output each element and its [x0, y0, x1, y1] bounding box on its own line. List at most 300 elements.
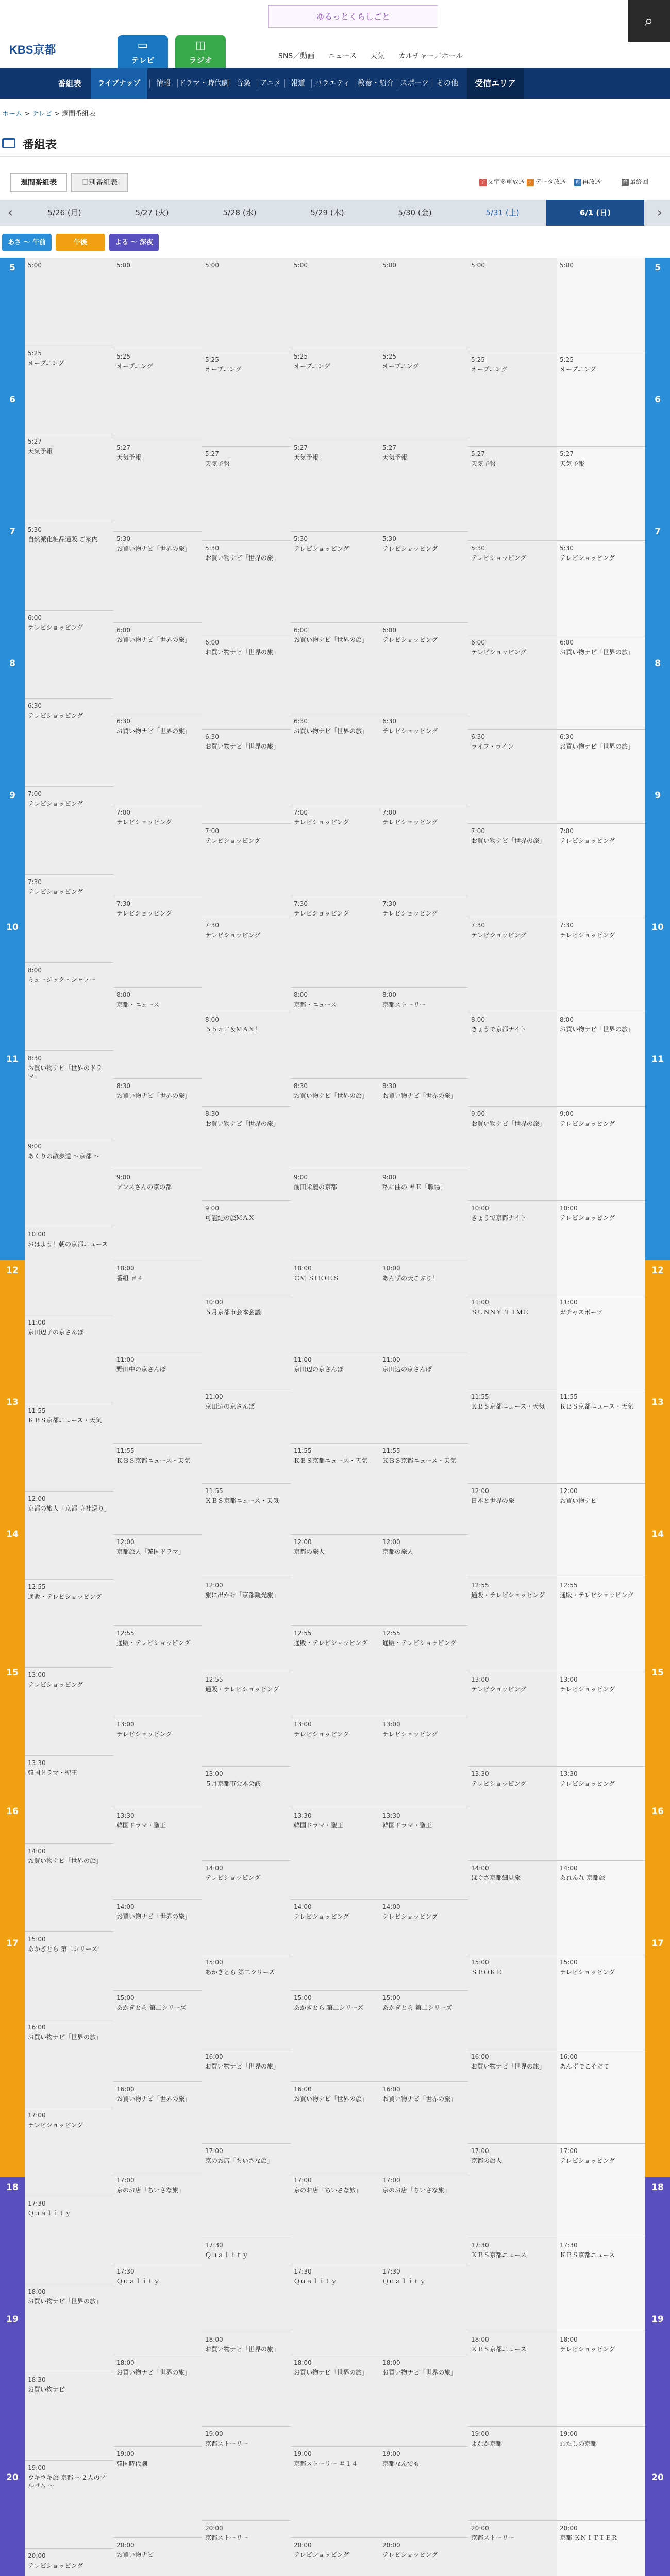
program-cell[interactable] — [113, 1443, 202, 1534]
program-cell[interactable] — [468, 1860, 557, 1955]
nav-separator — [311, 79, 312, 88]
program-cell[interactable] — [202, 2426, 291, 2520]
program-time: 13:30 — [116, 1812, 135, 1819]
program-cell[interactable] — [379, 1899, 468, 1990]
program-cell[interactable] — [468, 1766, 557, 1860]
program-cell[interactable] — [557, 2520, 645, 2576]
program-cell[interactable] — [25, 258, 113, 346]
program-title: テレビショッピング — [28, 712, 83, 719]
program-cell[interactable] — [557, 1200, 645, 1295]
program-cell[interactable] — [557, 1578, 645, 1672]
program-cell[interactable] — [557, 1389, 645, 1483]
ad-banner[interactable]: ゆるっとくらしごと — [268, 5, 438, 28]
program-cell[interactable] — [25, 786, 113, 874]
program-cell[interactable] — [113, 896, 202, 987]
hour-label: 14 — [645, 1524, 670, 1663]
day-tab[interactable]: 5/29 (木) — [310, 208, 344, 217]
time-jump-button[interactable]: よる ～ 深夜 — [109, 234, 159, 251]
tab-tv[interactable]: ▭ テレビ — [118, 35, 168, 68]
program-cell[interactable] — [379, 1625, 468, 1717]
nav-item[interactable]: バラエティ — [314, 79, 350, 88]
program-cell[interactable] — [468, 1389, 557, 1483]
program-cell[interactable] — [379, 1443, 468, 1534]
program-cell[interactable] — [25, 2372, 113, 2460]
nav-item[interactable]: アニメ — [260, 79, 281, 88]
program-time: 16:00 — [28, 2024, 46, 2031]
program-time: 19:00 — [471, 2430, 489, 2437]
program-cell[interactable] — [557, 2426, 645, 2520]
program-time: 17:00 — [560, 2147, 578, 2155]
site-logo[interactable]: KBS京都 — [9, 43, 56, 56]
program-title: お買い物ナビ「世界の旅」 — [205, 649, 280, 656]
program-time: 7:00 — [471, 827, 485, 835]
program-cell[interactable] — [468, 1012, 557, 1106]
program-cell[interactable] — [202, 823, 291, 918]
program-cell[interactable] — [202, 1860, 291, 1955]
program-cell[interactable] — [291, 2355, 379, 2446]
program-cell[interactable] — [25, 1227, 113, 1315]
nav-separator — [177, 79, 178, 88]
program-cell[interactable] — [202, 1200, 291, 1295]
program-cell[interactable] — [468, 1483, 557, 1578]
hour-label: 10 — [645, 917, 670, 1049]
program-cell[interactable] — [557, 1860, 645, 1955]
legend-label: データ放送 — [535, 178, 566, 185]
program-cell[interactable] — [113, 1078, 202, 1170]
program-cell[interactable] — [379, 2081, 468, 2173]
program-cell[interactable] — [291, 349, 379, 440]
program-cell[interactable] — [468, 1955, 557, 2049]
program-cell[interactable] — [379, 2173, 468, 2264]
program-cell[interactable] — [113, 1170, 202, 1261]
program-cell[interactable] — [113, 1808, 202, 1899]
link-news[interactable]: ニュース — [328, 52, 357, 60]
nav-item[interactable]: その他 — [437, 79, 458, 88]
day-tab[interactable]: 5/27 (火) — [135, 208, 169, 217]
day-tab[interactable]: 5/30 (金) — [398, 208, 432, 217]
nav-item[interactable]: 情報 — [156, 79, 171, 88]
hour-label: 6 — [0, 389, 25, 521]
program-time: 11:00 — [471, 1299, 489, 1306]
prev-week-arrow[interactable]: ‹ — [7, 205, 13, 221]
hour-label: 13 — [0, 1392, 25, 1524]
program-time: 19:00 — [560, 2430, 578, 2437]
program-cell[interactable] — [557, 1672, 645, 1766]
program-title: オープニング — [560, 366, 596, 373]
program-title: お買い物ナビ「世界の旅」 — [116, 2095, 191, 2103]
program-cell[interactable] — [468, 2049, 557, 2143]
program-title: お買い物ナビ「世界の旅」 — [471, 2063, 546, 2070]
nav-separator — [149, 79, 150, 88]
program-cell[interactable] — [468, 1672, 557, 1766]
program-cell[interactable] — [25, 962, 113, 1050]
program-title: お買い物ナビ「世界の旅」 — [560, 743, 634, 750]
program-cell[interactable] — [291, 2446, 379, 2537]
program-cell[interactable] — [25, 2460, 113, 2548]
program-cell[interactable] — [379, 1808, 468, 1899]
program-cell[interactable] — [291, 440, 379, 531]
page-title-bar — [0, 135, 670, 157]
program-cell[interactable] — [557, 540, 645, 635]
program-cell[interactable] — [202, 1766, 291, 1860]
day-tab[interactable]: 5/26 (月) — [47, 208, 81, 217]
program-cell[interactable] — [291, 1808, 379, 1899]
program-time: 8:00 — [471, 1016, 485, 1023]
program-cell[interactable] — [557, 2238, 645, 2332]
program-title: 天気予報 — [116, 454, 142, 461]
program-cell[interactable] — [25, 1139, 113, 1227]
nav-item[interactable]: スポーツ — [400, 79, 429, 88]
program-title: お買い物ナビ「世界の旅」 — [471, 837, 546, 844]
program-cell[interactable] — [468, 2238, 557, 2332]
program-cell[interactable] — [291, 896, 379, 987]
program-cell[interactable] — [379, 2264, 468, 2355]
hour-label: 16 — [0, 1801, 25, 1933]
program-cell[interactable] — [291, 2537, 379, 2576]
program-cell[interactable] — [113, 349, 202, 440]
program-cell[interactable] — [25, 2284, 113, 2372]
program-cell[interactable] — [379, 531, 468, 622]
time-jump-button[interactable]: あさ ～ 午前 — [2, 234, 52, 251]
program-cell[interactable] — [202, 540, 291, 635]
program-cell[interactable] — [202, 2049, 291, 2143]
program-time: 13:30 — [382, 1812, 400, 1819]
program-time: 15:00 — [294, 1994, 312, 2002]
program-cell[interactable] — [291, 2264, 379, 2355]
program-title: 京都の旅人「京都 寺社巡り」 — [28, 1505, 110, 1512]
program-cell[interactable] — [202, 1672, 291, 1766]
program-cell[interactable] — [291, 805, 379, 896]
program-title: お買い物ナビ「世界の旅」 — [294, 636, 368, 643]
program-cell[interactable] — [379, 1170, 468, 1261]
program-cell[interactable] — [25, 874, 113, 962]
program-cell[interactable] — [557, 635, 645, 729]
breadcrumb-home[interactable]: ホーム — [2, 110, 23, 118]
program-cell[interactable] — [113, 1534, 202, 1625]
program-cell[interactable] — [468, 540, 557, 635]
program-cell[interactable] — [557, 258, 645, 352]
program-cell[interactable] — [379, 1990, 468, 2081]
day-column — [113, 258, 202, 2576]
program-cell[interactable] — [379, 896, 468, 987]
program-time: 18:00 — [116, 2359, 135, 2366]
program-cell[interactable] — [291, 2081, 379, 2173]
program-cell[interactable] — [557, 352, 645, 446]
program-title: ＫＢＳ京都ニュース・天気 — [382, 1457, 457, 1464]
tab-weekly[interactable]: 週間番組表 — [10, 173, 67, 192]
nav-item[interactable]: 番組表 — [58, 79, 81, 88]
program-title: 京都の旅人 — [294, 1548, 325, 1555]
program-cell[interactable] — [113, 1990, 202, 2081]
program-title: テレビショッピング — [382, 545, 438, 552]
search-button[interactable] — [628, 0, 670, 42]
link-sns[interactable]: SNS／動画 — [278, 52, 315, 60]
nav-item[interactable]: 受信エリア — [467, 68, 524, 99]
program-cell[interactable] — [557, 1012, 645, 1106]
link-culture[interactable]: カルチャー／ホール — [398, 52, 463, 60]
program-title: お買い物ナビ「世界の旅」 — [471, 1120, 546, 1127]
program-cell[interactable] — [557, 2049, 645, 2143]
program-cell[interactable] — [379, 440, 468, 531]
program-cell[interactable] — [113, 2537, 202, 2576]
program-title: 京都ストーリー ＃１４ — [294, 2460, 358, 2467]
program-time: 5:25 — [205, 356, 219, 363]
program-cell[interactable] — [113, 531, 202, 622]
program-title: テレビショッピング — [560, 1120, 615, 1127]
program-cell[interactable] — [25, 1403, 113, 1491]
next-week-arrow[interactable]: › — [657, 205, 663, 221]
program-cell[interactable] — [113, 1899, 202, 1990]
page-title: 番組表 — [23, 139, 57, 151]
program-cell[interactable] — [202, 2238, 291, 2332]
program-time: 7:30 — [471, 922, 485, 929]
program-cell[interactable] — [113, 714, 202, 805]
program-cell[interactable] — [202, 1578, 291, 1672]
program-cell[interactable] — [557, 918, 645, 1012]
program-cell[interactable] — [113, 1261, 202, 1352]
program-cell[interactable] — [379, 805, 468, 896]
program-title: わたしの京都 — [560, 2440, 597, 2447]
nav-item[interactable]: ライブナップ — [91, 68, 147, 99]
program-cell[interactable] — [113, 440, 202, 531]
program-cell[interactable] — [468, 918, 557, 1012]
program-title: ＫＢＳ京都ニュース・天気 — [294, 1457, 368, 1464]
program-cell[interactable] — [202, 729, 291, 823]
program-title: お買い物ナビ「世界の旅」 — [28, 2033, 103, 2041]
program-cell[interactable] — [379, 2355, 468, 2446]
program-title: テレビショッピング — [382, 910, 438, 917]
program-time: 17:30 — [28, 2200, 46, 2207]
program-cell[interactable] — [557, 1955, 645, 2049]
nav-item[interactable]: 報道 — [291, 79, 305, 88]
program-cell[interactable] — [202, 1483, 291, 1578]
program-title: テレビショッピング — [560, 2346, 615, 2353]
nav-item[interactable]: 音楽 — [236, 79, 250, 88]
program-cell[interactable] — [202, 2143, 291, 2238]
time-jump-button[interactable]: 午後 — [56, 234, 105, 251]
program-cell[interactable] — [291, 1990, 379, 2081]
program-cell[interactable] — [468, 1200, 557, 1295]
program-cell[interactable] — [291, 1078, 379, 1170]
program-cell[interactable] — [202, 352, 291, 446]
program-cell[interactable] — [291, 1443, 379, 1534]
program-cell[interactable] — [25, 2196, 113, 2284]
program-time: 5:27 — [205, 450, 219, 457]
program-cell[interactable] — [113, 622, 202, 714]
program-cell[interactable] — [291, 1899, 379, 1990]
day-tab[interactable]: 6/1 (日) — [546, 200, 644, 226]
program-cell[interactable] — [379, 2537, 468, 2576]
program-cell[interactable] — [557, 823, 645, 918]
program-cell[interactable] — [25, 346, 113, 434]
program-title: お買い物ナビ「世界の旅」 — [294, 727, 368, 735]
program-cell[interactable] — [25, 522, 113, 610]
program-cell[interactable] — [468, 1295, 557, 1389]
program-title: 通販・テレビショッピング — [471, 1591, 545, 1599]
program-title: あかぎとら 第二シリーズ — [382, 2004, 453, 2011]
program-cell[interactable] — [113, 1625, 202, 1717]
program-cell[interactable] — [202, 635, 291, 729]
program-cell[interactable] — [291, 1261, 379, 1352]
program-title: テレビショッピング — [28, 2122, 83, 2129]
program-cell[interactable] — [25, 2108, 113, 2196]
program-cell[interactable] — [557, 1295, 645, 1389]
program-cell[interactable] — [468, 729, 557, 823]
program-cell[interactable] — [113, 258, 202, 349]
program-cell[interactable] — [468, 823, 557, 918]
program-title: 自然派化粧品通販 ご案内 — [28, 536, 98, 543]
program-cell[interactable] — [113, 805, 202, 896]
program-time: 14:00 — [294, 1903, 312, 1910]
program-cell[interactable] — [113, 2446, 202, 2537]
program-cell[interactable] — [291, 1352, 379, 1443]
program-cell[interactable] — [468, 2426, 557, 2520]
program-cell[interactable] — [113, 2264, 202, 2355]
program-cell[interactable] — [379, 1534, 468, 1625]
program-title: テレビショッピング — [116, 910, 172, 917]
program-cell[interactable] — [468, 2143, 557, 2238]
program-cell[interactable] — [113, 2355, 202, 2446]
program-title: 京都の旅人 — [382, 1548, 414, 1555]
nav-item[interactable]: ドラマ・時代劇 — [178, 79, 229, 88]
breadcrumb-current: 週間番組表 — [62, 110, 96, 118]
program-cell[interactable] — [291, 622, 379, 714]
program-time: 5:25 — [116, 353, 130, 360]
program-cell[interactable] — [202, 2520, 291, 2576]
program-title: きょうで京都ナイト — [471, 1214, 527, 1222]
program-cell[interactable] — [468, 1578, 557, 1672]
breadcrumb-tv[interactable]: テレビ — [32, 110, 52, 118]
program-cell[interactable] — [25, 434, 113, 522]
program-cell[interactable] — [202, 258, 291, 352]
day-tab[interactable]: 5/28 (水) — [223, 208, 257, 217]
program-cell[interactable] — [291, 2173, 379, 2264]
program-cell[interactable] — [113, 987, 202, 1078]
program-cell[interactable] — [113, 2173, 202, 2264]
program-title: テレビショッピング — [471, 554, 527, 562]
program-cell[interactable] — [25, 1050, 113, 1139]
program-cell[interactable] — [557, 1483, 645, 1578]
program-cell[interactable] — [25, 1755, 113, 1843]
program-cell[interactable] — [468, 1106, 557, 1200]
program-time: 11:55 — [560, 1393, 578, 1400]
program-title: ＫＢＳ京都ニュース・天気 — [205, 1497, 279, 1504]
program-cell[interactable] — [379, 987, 468, 1078]
program-cell[interactable] — [25, 698, 113, 786]
program-cell[interactable] — [202, 1955, 291, 2049]
program-cell[interactable] — [379, 349, 468, 440]
program-cell[interactable] — [557, 729, 645, 823]
program-cell[interactable] — [202, 1389, 291, 1483]
program-time: 20:00 — [294, 2541, 312, 2549]
program-title: お買い物ナビ「世界の旅」 — [205, 743, 280, 750]
program-time: 9:00 — [116, 1174, 130, 1181]
program-cell[interactable] — [468, 352, 557, 446]
program-cell[interactable] — [379, 1717, 468, 1808]
program-grid — [0, 258, 670, 2576]
program-time: 11:55 — [116, 1447, 135, 1454]
program-cell[interactable] — [468, 446, 557, 540]
program-cell[interactable] — [291, 1170, 379, 1261]
program-cell[interactable] — [25, 1843, 113, 1931]
program-title: オープニング — [205, 366, 242, 373]
program-cell[interactable] — [113, 2081, 202, 2173]
hour-label: 5 — [645, 258, 670, 389]
program-time: 8:00 — [116, 991, 130, 998]
program-cell[interactable] — [25, 2548, 113, 2576]
program-time: 17:00 — [116, 2177, 135, 2184]
program-cell[interactable] — [379, 714, 468, 805]
tab-radio[interactable]: ◫ ラジオ — [175, 35, 226, 68]
program-cell[interactable] — [25, 610, 113, 698]
program-cell[interactable] — [291, 1534, 379, 1625]
program-cell[interactable] — [379, 622, 468, 714]
program-cell[interactable] — [202, 1106, 291, 1200]
program-cell[interactable] — [202, 446, 291, 540]
program-cell[interactable] — [202, 1295, 291, 1389]
tab-daily[interactable]: 日別番組表 — [71, 173, 128, 192]
program-time: 6:30 — [560, 733, 574, 740]
program-time: 10:00 — [116, 1265, 135, 1272]
hour-label: 13 — [645, 1392, 670, 1524]
program-cell[interactable] — [468, 2520, 557, 2576]
program-cell[interactable] — [468, 258, 557, 352]
program-title: 京田辺の京さんぽ — [382, 1366, 432, 1373]
program-title: お買い物ナビ「世界の旅」 — [382, 1092, 457, 1099]
program-cell[interactable] — [557, 2332, 645, 2426]
program-cell[interactable] — [557, 2143, 645, 2238]
program-cell[interactable] — [468, 2332, 557, 2426]
program-cell[interactable] — [25, 1315, 113, 1403]
program-title: 可能紀の旅ＭＡＸ — [205, 1214, 255, 1222]
program-cell[interactable] — [557, 1766, 645, 1860]
program-cell[interactable] — [291, 258, 379, 349]
program-cell[interactable] — [379, 1261, 468, 1352]
program-cell[interactable] — [379, 1078, 468, 1170]
program-cell[interactable] — [379, 1352, 468, 1443]
program-title: お買い物ナビ「世界のドラマ」 — [28, 1064, 103, 1080]
program-cell[interactable] — [291, 531, 379, 622]
program-cell[interactable] — [291, 1717, 379, 1808]
program-cell[interactable] — [291, 714, 379, 805]
program-cell[interactable] — [113, 1717, 202, 1808]
hour-label: 20 — [0, 2467, 25, 2576]
program-cell[interactable] — [379, 2446, 468, 2537]
program-cell[interactable] — [25, 1579, 113, 1667]
link-weather[interactable]: 天気 — [370, 52, 385, 60]
program-cell[interactable] — [557, 446, 645, 540]
program-title: テレビショッピング — [560, 1780, 615, 1787]
program-cell[interactable] — [202, 1012, 291, 1106]
program-title: ＣＭ ＳＨＯＥＳ — [294, 1275, 339, 1282]
day-tab[interactable]: 5/31 (土) — [485, 208, 520, 217]
program-cell[interactable] — [202, 918, 291, 1012]
program-cell[interactable] — [25, 1931, 113, 2020]
program-cell[interactable] — [25, 1667, 113, 1755]
program-cell[interactable] — [202, 2332, 291, 2426]
program-cell[interactable] — [113, 1352, 202, 1443]
program-cell[interactable] — [25, 2020, 113, 2108]
program-time: 14:00 — [116, 1903, 135, 1910]
program-cell[interactable] — [291, 1625, 379, 1717]
program-time: 8:30 — [28, 1055, 42, 1062]
program-cell[interactable] — [557, 1106, 645, 1200]
program-cell[interactable] — [379, 258, 468, 349]
program-cell[interactable] — [291, 987, 379, 1078]
nav-item[interactable]: 教養・紹介 — [358, 79, 394, 88]
program-cell[interactable] — [25, 1491, 113, 1579]
program-cell[interactable] — [468, 635, 557, 729]
